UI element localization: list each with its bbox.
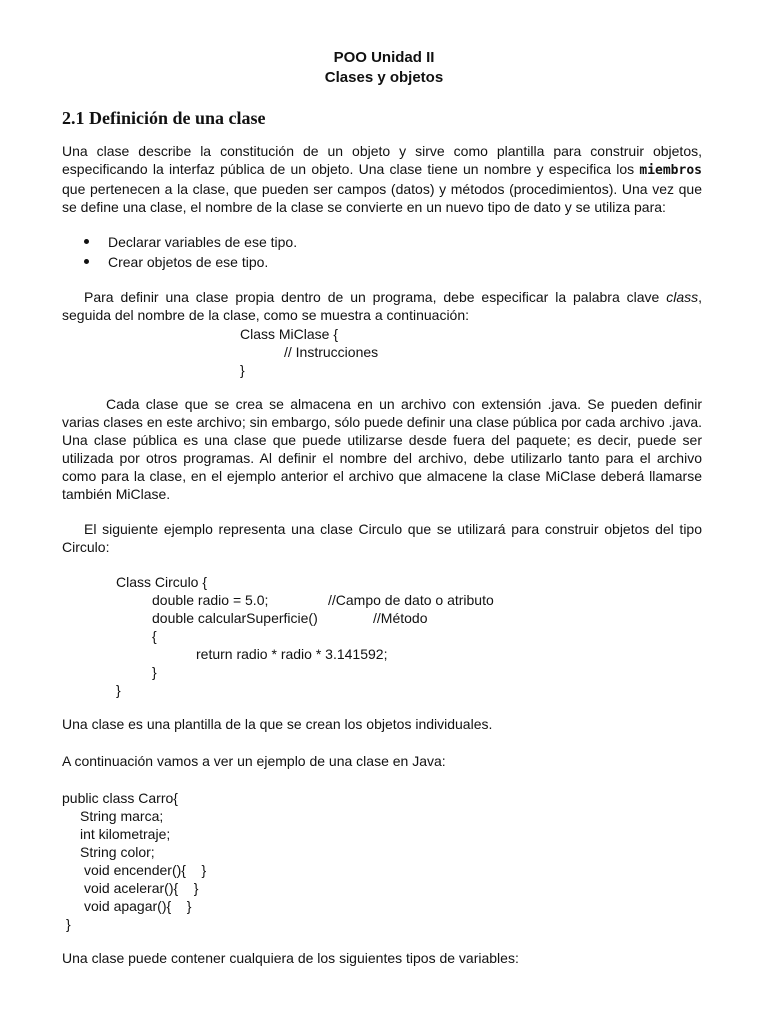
list-item: Declarar variables de ese tipo. — [62, 232, 297, 252]
paragraph-text: , seguida del nombre de la clase, como se muestra a continuación: — [62, 289, 702, 323]
paragraph-text: Para definir una clase propia dentro de un programa, debe especificar la palabra clave — [84, 289, 667, 305]
code-line: // Instrucciones — [284, 344, 379, 360]
code-line: int kilometraje; — [80, 826, 171, 842]
code-line: } — [240, 362, 245, 378]
code-line: Class MiClase { — [240, 326, 339, 342]
paragraph-java-file: Cada clase que se crea se almacena en un archivo con extensión .java. Se pueden definir varias clases en este archivo; sin embargo, sólo puede definir una clase pública por cada archivo .java. Una clase pública es una clase que puede utilizarse desde fuera del paquete; es decir, puede ser utilizada por otros programas. Al definir el nombre del archivo, debe utilizarlo tanto para el archivo como para la clase, en el ejemplo anterior el archivo que almacene la clase MiClase deberá llamarse también MiClase. — [62, 396, 702, 502]
code-line: String marca; — [80, 808, 164, 824]
bold-term-miembros: miembros — [639, 163, 702, 178]
code-line: void apagar(){ } — [84, 898, 192, 914]
list-item: Crear objetos de ese tipo. — [62, 252, 297, 272]
code-line: return radio * radio * 3.141592; — [196, 646, 388, 662]
code-line: Class Circulo { — [116, 574, 208, 590]
paragraph-variable-types: Una clase puede contener cualquiera de los siguientes tipos de variables: — [62, 950, 519, 966]
section-heading: 2.1 Definición de una clase — [62, 108, 266, 128]
document-title: POO Unidad II — [333, 49, 435, 66]
code-line: } — [66, 916, 71, 932]
code-comment: //Método — [373, 610, 428, 626]
bullet-list — [62, 232, 297, 272]
code-line: } — [116, 682, 121, 698]
paragraph-text: que pertenecen a la clase, que pueden ser campos (datos) y métodos (procedimientos). Una vez que se define una clase, el nombre de la clase se convierte en un nuevo tipo de dato y se utiliza para: — [62, 181, 702, 215]
code-line: public class Carro{ — [62, 790, 178, 806]
code-line: void encender(){ } — [84, 862, 207, 878]
code-line: double radio = 5.0; — [152, 592, 269, 608]
code-line: String color; — [80, 844, 155, 860]
paragraph-java-example: A continuación vamos a ver un ejemplo de una clase en Java: — [62, 753, 446, 769]
paragraph-class-description — [62, 142, 702, 216]
code-line: } — [152, 664, 157, 680]
code-line: double calcularSuperficie() — [152, 610, 318, 626]
paragraph-define-class — [62, 288, 702, 324]
paragraph-circulo-example: El siguiente ejemplo representa una clase Circulo que se utilizará para construir objetos del tipo Circulo: — [62, 521, 702, 555]
paragraph-text: Una clase describe la constitución de un objeto y sirve como plantilla para construir objetos, especificando la interfaz pública de un objeto. Una clase tiene un nombre y especifica los — [62, 143, 702, 177]
code-line: { — [152, 628, 157, 644]
italic-keyword-class: class — [666, 289, 699, 305]
paragraph-plantilla: Una clase es una plantilla de la que se crean los objetos individuales. — [62, 716, 493, 732]
code-comment: //Campo de dato o atributo — [328, 592, 494, 608]
code-line: void acelerar(){ } — [84, 880, 199, 896]
document-subtitle: Clases y objetos — [324, 69, 444, 86]
